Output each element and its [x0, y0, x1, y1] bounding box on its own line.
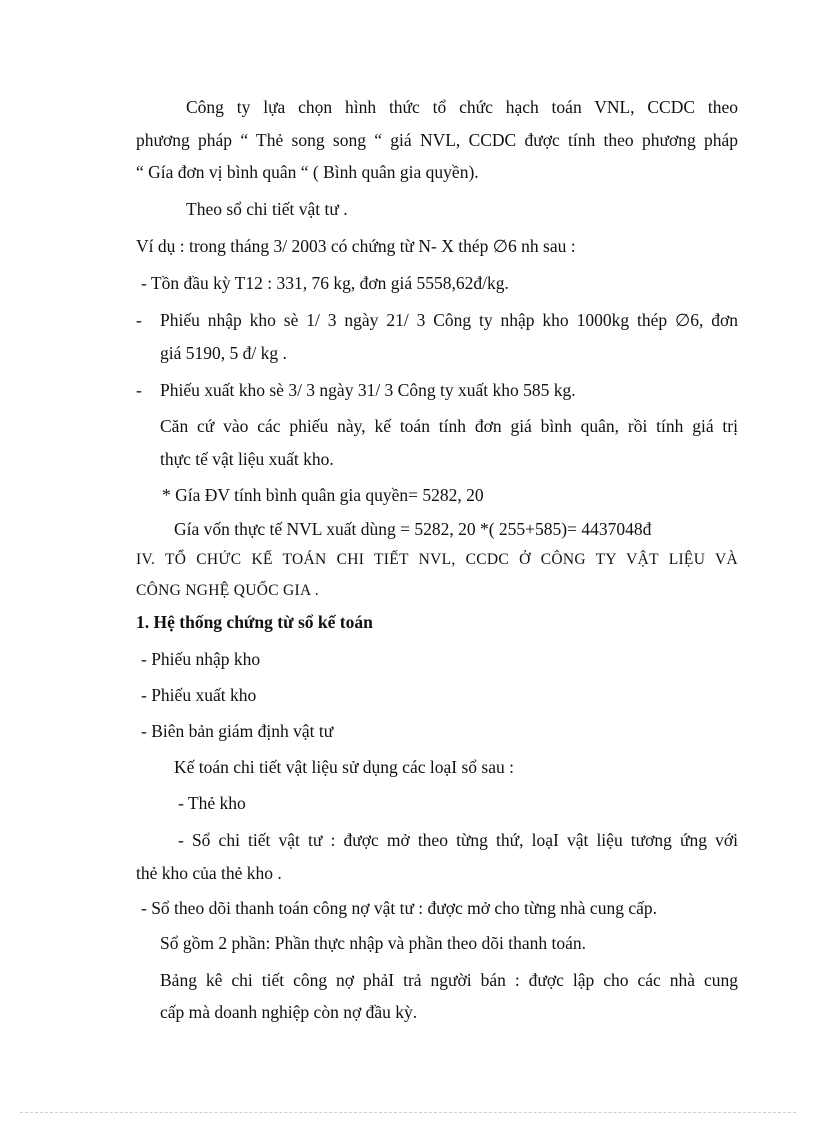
calc-line-1: Căn cứ vào các phiếu này, kế toán tính đơn giá bình quân, rồi tính giá trị	[160, 416, 738, 436]
example-line: Ví dụ : trong tháng 3/ 2003 có chứng từ N- X thép ∅6 nh sau :	[136, 236, 576, 256]
list-bullet: -	[136, 380, 142, 400]
list-item: - Thẻ kho	[178, 793, 246, 813]
calc-line-2: thực tế vật liệu xuất kho.	[160, 449, 334, 469]
list-item: - Phiếu xuất kho	[141, 685, 257, 705]
ledger-detail-line-1: - Sổ chi tiết vật tư : được mở theo từng thứ, loạI vật liệu tương ứng với	[178, 830, 738, 850]
list-bullet: -	[136, 310, 142, 330]
receipt-line-2: giá 5190, 5 đ/ kg .	[160, 343, 287, 363]
section-heading-line-1: IV. TỔ CHỨC KẾ TOÁN CHI TIẾT NVL, CCDC Ở CÔNG TY VẬT LIỆU VÀ	[136, 551, 738, 568]
ledger-intro-line: Kế toán chi tiết vật liệu sử dụng các loạI sổ sau :	[174, 757, 514, 777]
payables-table-line-2: cấp mà doanh nghiệp còn nợ đầu kỳ.	[160, 1002, 418, 1022]
subsection-title: 1. Hệ thống chứng từ sổ kế toán	[136, 612, 373, 632]
list-item: - Phiếu nhập kho	[141, 649, 261, 669]
cost-line: Gía vốn thực tế NVL xuất dùng = 5282, 20 *( 255+585)= 4437048đ	[174, 519, 652, 539]
ledger-detail-line-2: thẻ kho của thẻ kho .	[136, 863, 282, 883]
paragraph-line-1: Công ty lựa chọn hình thức tổ chức hạch toán VNL, CCDC theo	[186, 97, 738, 117]
payables-table-line-1: Bảng kê chi tiết công nợ phảI trả người bán : được lập cho các nhà cung	[160, 970, 738, 990]
paragraph-line-3: “ Gía đơn vị bình quân “ ( Bình quân gia quyền).	[136, 162, 479, 182]
unit-price-line: * Gía ĐV tính bình quân gia quyền= 5282, 20	[162, 485, 484, 505]
list-item: - Biên bản giám định vật tư	[141, 721, 334, 741]
opening-balance-line: - Tồn đầu kỳ T12 : 331, 76 kg, đơn giá 5558,62đ/kg.	[141, 273, 509, 293]
receipt-line-1: Phiếu nhập kho sè 1/ 3 ngày 21/ 3 Công ty nhập kho 1000kg thép ∅6, đơn	[160, 310, 738, 330]
section-heading-line-2: CÔNG NGHỆ QUỐC GIA .	[136, 582, 319, 599]
page-bottom-divider	[20, 1112, 796, 1113]
payables-ledger-line: - Sổ theo dõi thanh toán công nợ vật tư : được mở cho từng nhà cung cấp.	[141, 898, 657, 918]
paragraph-line-2: phương pháp “ Thẻ song song “ giá NVL, CCDC được tính theo phương pháp	[136, 130, 738, 150]
stock-detail-line: Theo sổ chi tiết vật tư .	[186, 199, 348, 219]
issue-line: Phiếu xuất kho sè 3/ 3 ngày 31/ 3 Công ty xuất kho 585 kg.	[160, 380, 576, 400]
ledger-parts-line: Sổ gồm 2 phần: Phần thực nhập và phần theo dõi thanh toán.	[160, 933, 587, 953]
